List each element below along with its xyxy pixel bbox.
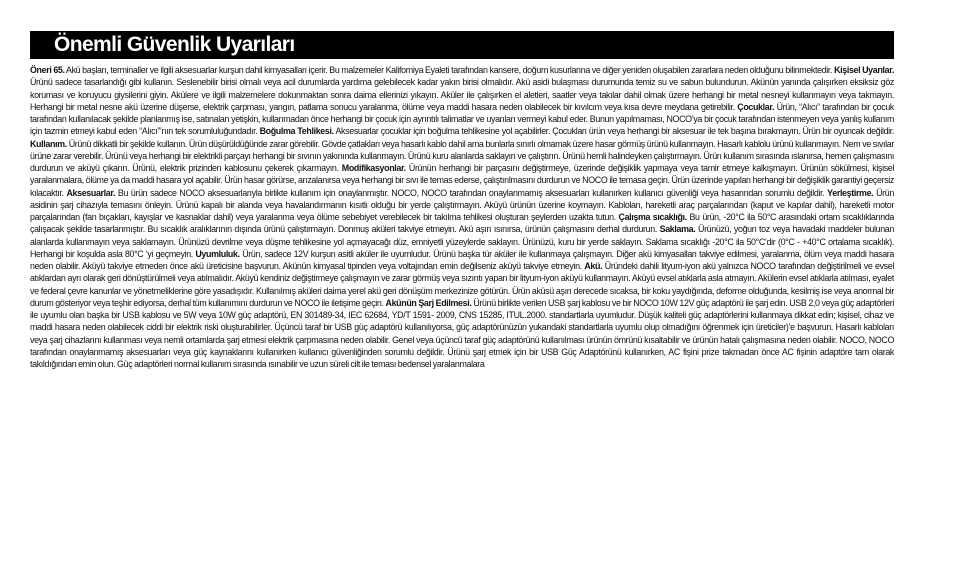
section-heading: Kişisel Uyarılar.	[834, 65, 894, 75]
section-choking-hazard	[260, 126, 894, 136]
section-text: Üründeki dahili lityum-iyon akü yalnızca NOCO tarafından değiştirilmeli ve evsel atıklardan ayrı olarak geri dönüştürülmeli veya atılmalıdır. Aküyü kendiniz değiştirmeye çalışmayın ve zarar görmüş veya sızıntı yapan bir lityum-iyon aküyü kullanmayın. Aküyü evsel atıklarla asla atmayın. Akülerin evsel atıklarla atılması, eyalet ve federal çevre kanunlar ve yönetmeliklerine göre yasadışıdır. Kullanılmış aküleri daima yerel akü geri dönüşüm merkezinize götürün. Ürün aküsü aşırı derecede sıcaksa, bir koku yaydığında, deforme olduğunda, kesilmiş ise veya anormal bir durum gösteriyor veya teşhir ediyorsa, derhal tüm kullanımını durdurun ve NOCO ile iletişime geçin.	[30, 261, 894, 308]
section-text: Akü başları, terminaller ve ilgili aksesuarlar kurşun dahil kimyasalları içerir. Bu malzemeler Kaliforniya Eyaleti tarafından kansere, doğum kusurlarına ve diğer yeniden oluşabilen zararlara neden olduğunu bilinmektedir.	[66, 65, 833, 75]
page-title-banner	[30, 31, 894, 59]
section-text: Aksesuarlar çocuklar için boğulma tehlikesine yol açabilirler. Çocukları ürün veya herhangi bir aksesuar ile tek başına bırakmayın. Ürün bir oyuncak değildir.	[335, 126, 894, 137]
section-text: Ürünü sadece tasarlandığı gibi kullanın. Seslenebilir birisi olmalı veya acil durumlarda yardıma gelebilecek kadar yakın birisi olmalıdır. Akü asidi bulaşması durumunda temiz su ve sabun bulundurun. Akünün yanında çalışırken eksiksiz göz koruması ve koruyucu giysilerini giyin. Akülere ve ilgili malzemelere dokunmaktan sonra daima ellerinizi yıkayın. Aküler ile çalışırken el aletleri, saatler veya takılar dahil olmak üzere herhangi bir metal nesneyi kullanmayın veya takmayın. Herhangi bir metal nesne akü üzerine düşerse, elektrik çarpması, yangın, patlama sonucu yaralanma, ölüme veya maddi hasara neden olabilecek bir kıvılcım veya kısa devre meydana getirebilir.	[30, 77, 894, 112]
section-battery-charging	[30, 298, 894, 369]
section-heading: Kullanım.	[30, 138, 67, 149]
section-text: Ürün, “Alıcı” tarafından bir çocuk tarafından kullanılacak şekilde planlanmış ise, satınalan yetişkin, kullanmadan önce herhangi bir çocuk için ayrıntılı talimatlar ve uyarıları vermeyi kabul eder. Bunun yapılmaması, NOCO’ya bir çocuk tarafından istenmeyen veya yanlış kullanım için tazmin etmeyi kabul eden “Alıcı”’nın tek sorumluluğundadır.	[30, 101, 894, 137]
section-heading: Boğulma Tehlikesi.	[259, 126, 334, 137]
section-accessories	[66, 188, 824, 198]
section-text: Bu ürün, -20°C ila 50°C arasındaki ortam sıcaklıklarında çalışacak şekilde tasarlanmıştır. Bu sıcaklık aralıklarının dışında ürünü çalıştırmayın. Donmuş aküleri takviye etmeyin. Akü aşırı ısınırsa, ürünün çalışmasını derhal durdurun.	[30, 212, 894, 235]
section-heading: Yerleştirme.	[827, 187, 874, 198]
section-text: Ürünün herhangi bir parçasını değiştirmeye, üzerinde değişiklik yapmaya veya tamir etmeye kalkışmayın. Ürünün sökülmesi, kişisel yaralanmalara, ölüme ya da maddi hasara yol açabilir. Ürün hasar görürse, arızalanırsa veya herhangi bir sıvı ile temas ederse, çalıştırılmasını durdurun ve NOCO ile temasa geçin. Ürün üzerinde yapılan herhangi bir değişiklik garantiyi geçersiz kılacaktır.	[30, 163, 894, 198]
page-title: Önemli Güvenlik Uyarıları	[54, 33, 295, 56]
section-text: Ürünü dikkatli bir şekilde kullanın. Ürün düşürüldüğünde zarar görebilir. Gövde çatlakları veya hasarlı kablo dahil ama bunlarla sınırlı olmamak üzere hasar görmüş ürünü kullanmayın. Hasarlı kablolu ürünü kullanmayın. Nem ve sıvılar ürüne zarar verebilir. Ürünü veya herhangi bir elektrikli parçayı herhangi bir sıvının yakınında kullanmayın. Ürünü kuru alanlarda saklayın ve çalıştırın. Ürünü hemli halindeyken çalıştırmayın. Ürün kullanım sırasında ıslanırsa, hemen çalışmasını durdurun ve aküyü çıkarın. Ürünü, elektrik prizinden kablosunu çekerek çıkarmayın.	[30, 138, 894, 173]
section-heading: Uyumluluk.	[195, 248, 240, 259]
section-text: Ürün, sadece 12V kurşun asitli aküler ile uyumludur. Ürünü başka tür aküler ile kullanmaya çalışmayın. Diğer akü kimyasalları takviye edilmesi, yaralanma, ölüm veya maddi hasara neden olabilir. Aküyü takviye etmeden önce akü üreticisine başvurun. Akünün kimyasal tipinden veya voltajından emin değilseniz aküyü takviye etmeyin.	[30, 248, 894, 271]
section-heading: Akü.	[584, 261, 603, 271]
section-heading: Aksesuarlar.	[66, 187, 116, 198]
section-text: Ürünüzü, yoğun toz veya havadaki maddeler bulunan alanlarda kullanmayın veya saklamayın. Ürünüzü devrilme veya düşme tehlikesine yol açmayacağı düz, emniyetli yüzeylerde saklayın. Ürünüzü, kuru bir yerde saklayın. Saklama sıcaklığı -20°C ila 50°C’dir (0°C - +40°C ortalama sıcaklık). Herhangi bir koşulda asla 80°C ‘yi geçmeyin.	[30, 224, 894, 259]
section-heading: Saklama.	[659, 224, 696, 235]
section-heading: Modifikasyonlar.	[341, 163, 406, 173]
section-heading: Çalışma sıcaklığı.	[618, 212, 687, 222]
section-text: Ürünü birlikte verilen USB şarj kablosu ve bir NOCO 10W 12V güç adaptörü ile şarj edin. USB 2,0 veya güç adaptörleri ile uyumlu olan başka bir USB kablosu ve 5W veya 10W güç adaptörü, EN 301489-34, IEC 62684, YD/T 1591- 2009, CNS 15285, ITUL.2000. standartlarla uyumludur. Düşük kaliteli güç adaptörlerini kullanmaya dikkat edin; kişisel, cihaz ve maddi hasara neden olabilecek ciddi bir elektrik riski oluşturabilirler. Üçüncü taraf bir USB güç adaptörü kullanılıyorsa, güç adaptörünüzün yukarıdaki standartlarla uyumlu olup olmadığını öğrenmek için üreticiler)’e başvurun. Hasarlı kabloları veya şarj cihazlarını kullanması veya nemli ortamlarda şarj etmesi elektrik çarpmasına neden olabilir. Genel veya üçüncü taraf güç adaptörünü kullanılması ürünün ömrünü kısaltabilir ve ürünün hatalı çalışmasına neden olabilir. NOCO, NOCO tarafından onaylanmamış aksesuarları veya güç kaynaklarını kullanırken kullanıcı güvenliğinden sorumlu değildir. Ürünü şarj etmek için bir USB Güç Adaptörünü kullanırken, AC fişini prize takmadan önce AC fişinin adaptöre tam olarak takıldığından emin olun. Güç adaptörleri normal kullanım sırasında ısınabilir ve uzun süreli cilt ile teması bedensel yaralanmalara	[30, 297, 894, 369]
section-text: Ürün asidinin şarj cihazıyla temasını önleyin. Ürünü kapalı bir alanda veya havalandırmanın kısıtlı olduğu bir yerde çalıştırmayın. Aküyü ürünün üzerine koymayın. Kablolan, hareketli araç parçalarından (kaput ve kapılar dahil), hareketli motor parçalarından (fan bıçakları, kayışlar ve kasnaklar dahil) veya yaralanma veya ölüme sebebiyet verebilecek bir takılma tehlikesi oluşturan şeylerden uzakta tutun.	[30, 187, 894, 222]
section-heading: Öneri 65.	[30, 65, 65, 75]
section-prop65	[30, 65, 832, 75]
section-heading: Çocuklar.	[737, 101, 775, 112]
section-text: Bu ürün sadece NOCO aksesuarlarıyla birlikte kullanım için onaylanmıştır. NOCO, NOCO tarafından onaylanmamış aksesuarları kullanırken kullanıcı güvenliği veya hasarından sorumlu değildir.	[117, 187, 825, 198]
safety-warnings-body	[30, 64, 894, 564]
section-heading: Akünün Şarj Edilmesi.	[385, 297, 472, 308]
